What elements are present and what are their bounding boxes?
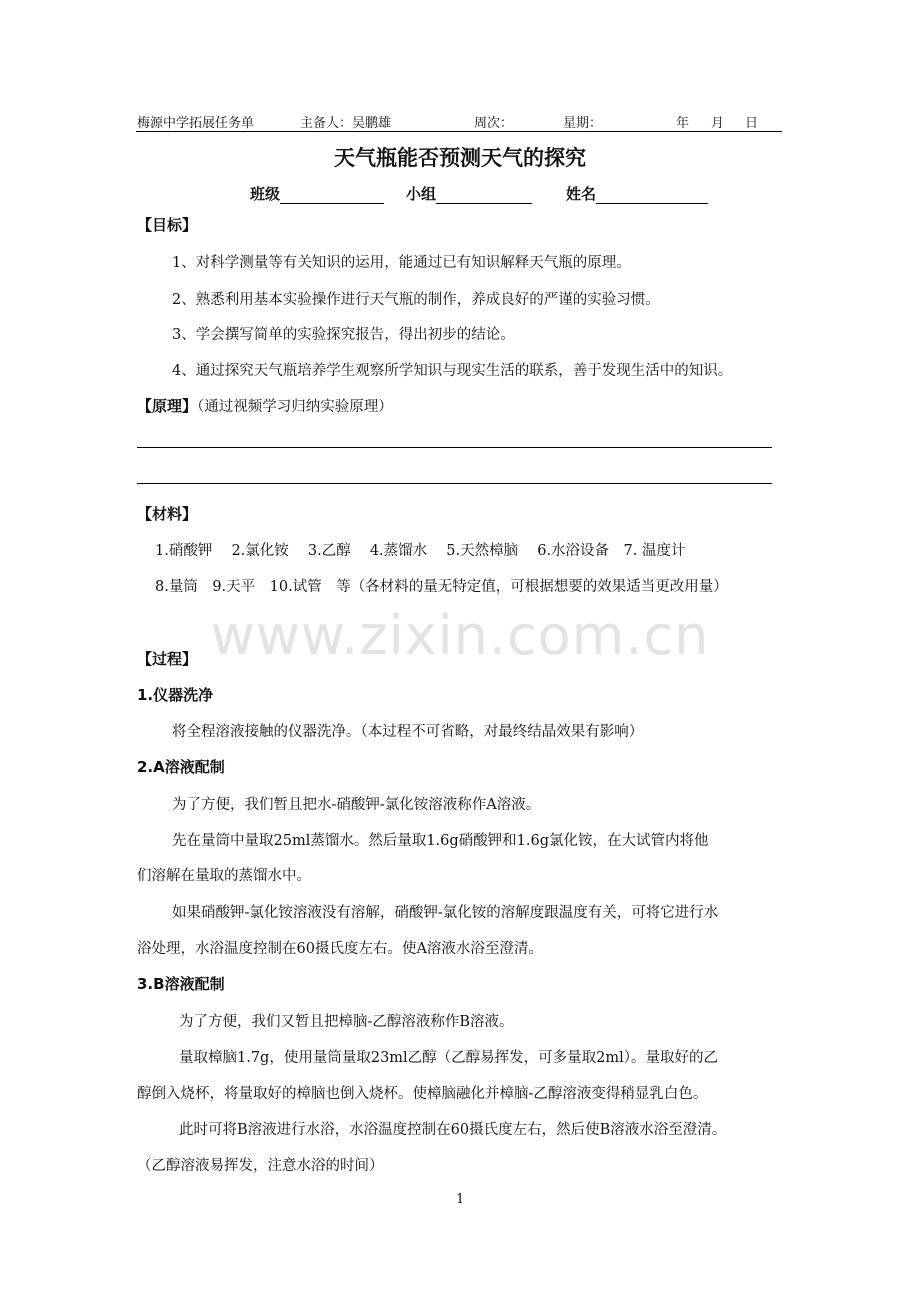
- step-text: 浴处理，水浴温度控制在60摄氏度左右。使A溶液水浴至澄清。: [137, 941, 543, 957]
- step-text: 将全程溶液接触的仪器洗净。（本过程不可省略，对最终结晶效果有影响）: [172, 724, 644, 740]
- step-text: 醇倒入烧杯，将量取好的樟脑也倒入烧杯。使樟脑融化并樟脑-乙醇溶液变得稍显乳白色。: [137, 1086, 708, 1102]
- goals-heading: 【目标】: [137, 216, 198, 234]
- materials-line: 1.硝酸钾 2.氯化铵 3.乙醇 4.蒸馏水 5.天然樟脑 6.水浴设备 7. 温度计: [155, 543, 686, 559]
- step-text: 为了方便，我们暂且把水-硝酸钾-氯化铵溶液称作A溶液。: [172, 797, 541, 813]
- name-blank[interactable]: [596, 187, 708, 204]
- header-day: 日: [745, 116, 759, 131]
- principle-answer-line[interactable]: [137, 483, 772, 484]
- step-title: 3.B溶液配制: [137, 975, 225, 993]
- principle-note: （通过视频学习归纳实验原理）: [197, 399, 393, 415]
- step-text: 如果硝酸钾-氯化铵溶液没有溶解，硝酸钾-氯化铵的溶解度跟温度有关，可将它进行水: [172, 905, 719, 921]
- step-text: 量取樟脑1.7g，使用量筒量取23ml乙醇（乙醇易挥发，可多量取2ml）。量取好的乙: [179, 1050, 719, 1066]
- page-number: 1: [456, 1192, 465, 1207]
- group-field[interactable]: [406, 183, 532, 204]
- watermark: www.zixin.com.cn: [210, 604, 710, 667]
- step-title: 2.A溶液配制: [137, 758, 225, 776]
- step-text: 先在量筒中量取25ml蒸馏水。然后量取1.6g硝酸钾和1.6g氯化铵，在大试管内将他: [172, 833, 709, 849]
- header-weekday: 星期：: [563, 116, 603, 131]
- goal-item: 1、对科学测量等有关知识的运用，能通过已有知识解释天气瓶的原理。: [172, 255, 631, 271]
- name-label: 姓名: [566, 185, 597, 203]
- step-text: 们溶解在量取的蒸馏水中。: [137, 868, 311, 884]
- goal-item: 3、学会撰写简单的实验探究报告，得出初步的结论。: [172, 327, 515, 343]
- name-field[interactable]: [566, 183, 708, 204]
- materials-line: 8.量筒 9.天平 10.试管 等（各材料的量无特定值，可根据想要的效果适当更改用量）: [155, 579, 728, 595]
- class-blank[interactable]: [280, 187, 384, 204]
- materials-heading: 【材料】: [137, 505, 198, 523]
- page-title: 天气瓶能否预测天气的探究: [334, 146, 586, 170]
- header-divider: [136, 131, 782, 132]
- principle-answer-line[interactable]: [137, 447, 772, 448]
- step-text: 为了方便，我们又暂且把樟脑-乙醇溶液称作B溶液。: [179, 1014, 514, 1030]
- process-heading: 【过程】: [137, 650, 198, 668]
- principle-row: [137, 395, 393, 416]
- goal-item: 2、熟悉利用基本实验操作进行天气瓶的制作，养成良好的严谨的实验习惯。: [172, 292, 660, 308]
- principle-heading: 【原理】: [137, 397, 198, 415]
- header-week: 周次：: [474, 116, 514, 131]
- step-text: （乙醇溶液易挥发，注意水浴的时间）: [137, 1158, 384, 1174]
- group-label: 小组: [406, 185, 437, 203]
- class-field[interactable]: [250, 183, 384, 204]
- header-school-task: 梅源中学拓展任务单: [137, 116, 255, 131]
- goal-item: 4、通过探究天气瓶培养学生观察所学知识与现实生活的联系，善于发现生活中的知识。: [172, 363, 733, 379]
- step-title: 1.仪器洗净: [137, 686, 214, 704]
- header-month: 月: [711, 116, 725, 131]
- header-year: 年: [676, 116, 690, 131]
- group-blank[interactable]: [436, 187, 532, 204]
- class-label: 班级: [250, 185, 281, 203]
- header-preparer: 主备人：吴鹏雄: [300, 116, 392, 131]
- step-text: 此时可将B溶液进行水浴，水浴温度控制在60摄氏度左右，然后使B溶液水浴至澄清。: [179, 1122, 727, 1138]
